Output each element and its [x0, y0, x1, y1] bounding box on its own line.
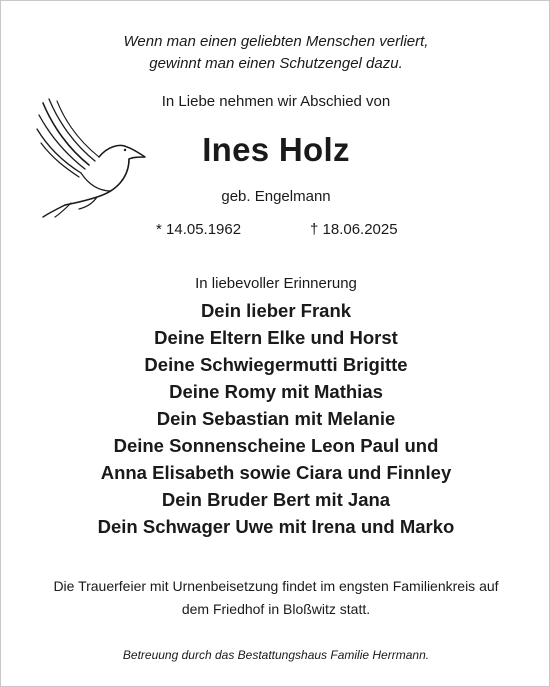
farewell-intro: In Liebe nehmen wir Abschied von: [161, 93, 391, 110]
deceased-name: Ines Holz: [202, 131, 350, 168]
mourner-line: Deine Schwiegermutti Brigitte: [144, 354, 408, 375]
memory-intro: In liebevoller Erinnerung: [195, 275, 357, 292]
mourner-line: Dein Sebastian mit Melanie: [156, 408, 396, 429]
mourner-line: Deine Romy mit Mathias: [169, 381, 383, 402]
quote-line: Wenn man einen geliebten Menschen verliert,: [123, 33, 429, 50]
death-date: † 18.06.2025: [310, 221, 398, 238]
mourner-line: Dein lieber Frank: [200, 300, 352, 321]
funeral-home-credit: Betreuung durch das Bestattungshaus Familie Herrmann.: [122, 648, 430, 662]
mourner-line: Dein Schwager Uwe mit Irena und Marko: [97, 516, 455, 537]
funeral-service-info: [1, 575, 550, 621]
quote: [1, 31, 550, 75]
service-line: dem Friedhof in Bloßwitz statt.: [181, 601, 371, 617]
mourner-line: Deine Eltern Elke und Horst: [154, 327, 398, 348]
mourner-line: Deine Sonnenscheine Leon Paul und: [113, 435, 439, 456]
quote-line: gewinnt man einen Schutzengel dazu.: [149, 55, 403, 72]
service-line: Die Trauerfeier mit Urnenbeisetzung findet im engsten Familienkreis auf: [53, 578, 499, 594]
mourner-line: Anna Elisabeth sowie Ciara und Finnley: [100, 462, 452, 483]
birth-name: geb. Engelmann: [221, 188, 331, 205]
birth-date: * 14.05.1962: [156, 221, 242, 238]
mourner-line: Dein Bruder Bert mit Jana: [161, 489, 391, 510]
mourners-list: [1, 297, 550, 540]
